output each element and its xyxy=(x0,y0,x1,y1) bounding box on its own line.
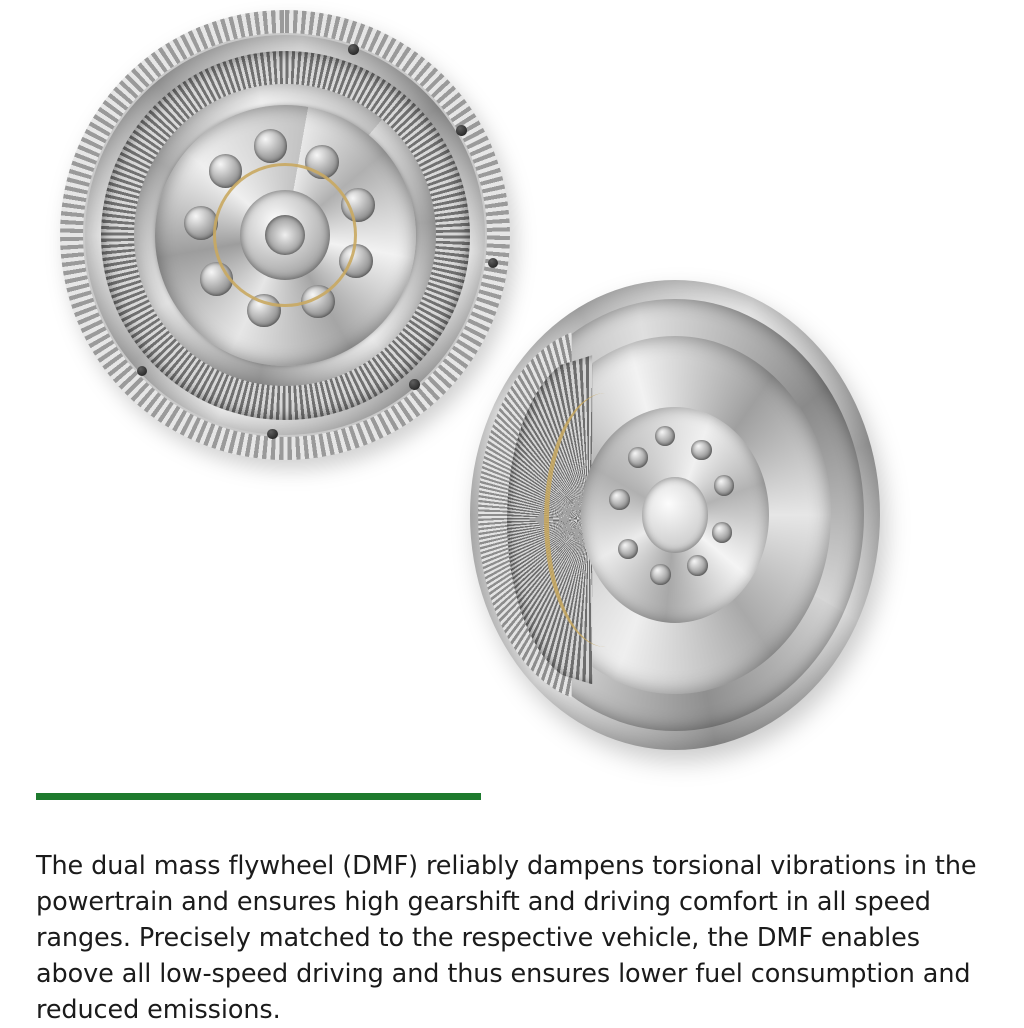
bolt-hole xyxy=(628,447,649,468)
flywheel-rear-view xyxy=(470,280,880,750)
product-description: The dual mass flywheel (DMF) reliably dampens torsional vibrations in the powertrain and ensures high gearshift and driving comfort in all speed ranges. Precisely matched to the respective vehicle, the DMF enables above all low-speed driving and thus ensures lower fuel consumption and reduced emissions. xyxy=(36,850,977,1025)
bolt-hole xyxy=(712,522,733,543)
rivet xyxy=(409,379,420,390)
accent-divider xyxy=(36,793,481,800)
center-bore xyxy=(642,477,708,552)
bolt-hole xyxy=(687,555,708,576)
bolt-hole xyxy=(714,475,735,496)
rivet xyxy=(267,429,278,440)
bolt-hole xyxy=(650,564,671,585)
rivet xyxy=(456,125,467,136)
bolt-hole xyxy=(618,539,639,560)
flywheel-front-view xyxy=(60,10,510,460)
bolt-hole xyxy=(254,129,288,163)
rivet xyxy=(348,44,359,55)
bolt-hole xyxy=(609,489,630,510)
